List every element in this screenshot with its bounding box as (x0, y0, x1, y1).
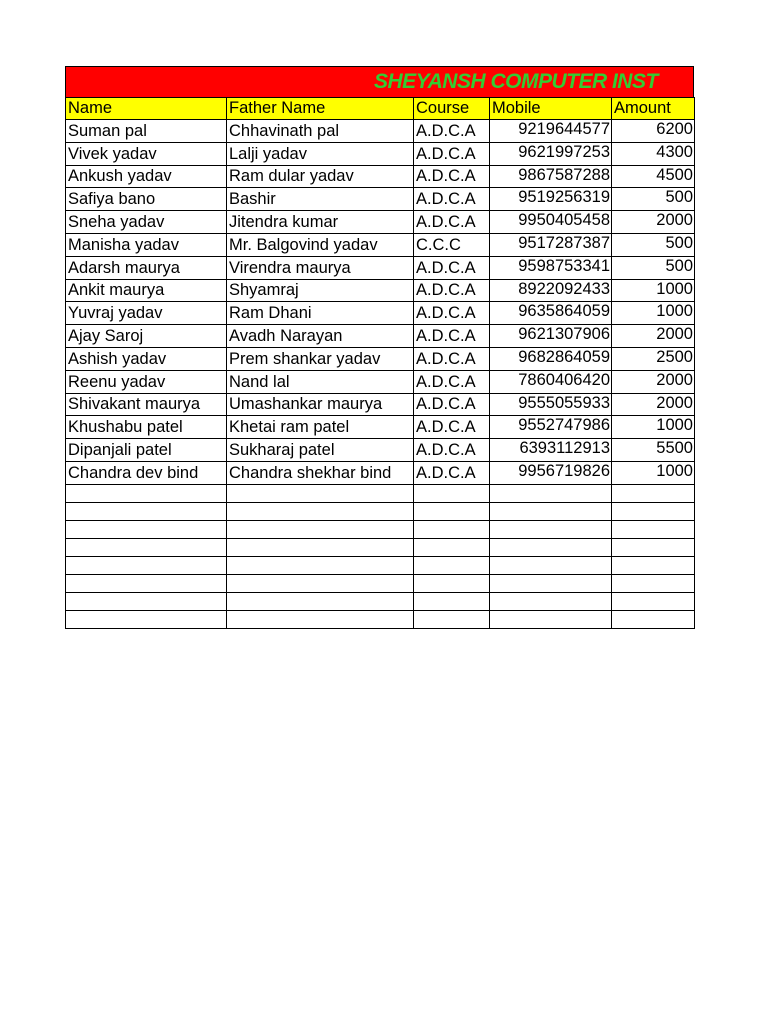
empty-cell[interactable] (66, 592, 227, 610)
cell-mobile[interactable]: 9682864059 (490, 347, 612, 370)
empty-cell[interactable] (414, 520, 490, 538)
empty-cell[interactable] (66, 556, 227, 574)
table-row (66, 393, 695, 416)
cell-amount[interactable]: 2000 (612, 370, 695, 393)
cell-course[interactable]: A.D.C.A (414, 188, 490, 211)
cell-name[interactable]: Shivakant maurya (66, 393, 227, 416)
empty-cell[interactable] (414, 610, 490, 628)
title-bar (65, 66, 694, 97)
empty-cell[interactable] (490, 592, 612, 610)
cell-amount[interactable]: 1000 (612, 302, 695, 325)
cell-mobile[interactable]: 9598753341 (490, 256, 612, 279)
cell-name[interactable]: Yuvraj yadav (66, 302, 227, 325)
empty-cell[interactable] (66, 502, 227, 520)
cell-course[interactable]: A.D.C.A (414, 302, 490, 325)
cell-father-name[interactable]: Avadh Narayan (227, 325, 414, 348)
cell-course[interactable]: A.D.C.A (414, 325, 490, 348)
table-row (66, 188, 695, 211)
empty-cell[interactable] (612, 592, 695, 610)
table-row (66, 279, 695, 302)
empty-row (66, 484, 695, 502)
empty-cell[interactable] (66, 538, 227, 556)
empty-cell[interactable] (66, 574, 227, 592)
cell-father-name[interactable]: Chandra shekhar bind (227, 461, 414, 484)
empty-cell[interactable] (227, 556, 414, 574)
cell-amount[interactable]: 500 (612, 188, 695, 211)
table-row (66, 233, 695, 256)
cell-course[interactable]: A.D.C.A (414, 165, 490, 188)
cell-amount[interactable]: 4300 (612, 142, 695, 165)
cell-amount[interactable]: 1000 (612, 279, 695, 302)
cell-mobile[interactable]: 9519256319 (490, 188, 612, 211)
cell-name[interactable]: Khushabu patel (66, 416, 227, 439)
cell-father-name[interactable]: Virendra maurya (227, 256, 414, 279)
empty-cell[interactable] (612, 556, 695, 574)
cell-father-name[interactable]: Ram dular yadav (227, 165, 414, 188)
cell-father-name[interactable]: Mr. Balgovind yadav (227, 233, 414, 256)
header-amount[interactable]: Amount (612, 98, 695, 120)
empty-cell[interactable] (490, 538, 612, 556)
empty-cell[interactable] (612, 538, 695, 556)
spreadsheet (65, 66, 694, 629)
empty-cell[interactable] (490, 484, 612, 502)
table-row (66, 325, 695, 348)
cell-course[interactable]: A.D.C.A (414, 370, 490, 393)
cell-name[interactable]: Manisha yadav (66, 233, 227, 256)
cell-mobile[interactable]: 7860406420 (490, 370, 612, 393)
header-course[interactable]: Course (414, 98, 490, 120)
header-row (66, 98, 695, 120)
cell-father-name[interactable]: Jitendra kumar (227, 211, 414, 234)
empty-cell[interactable] (414, 556, 490, 574)
cell-amount[interactable]: 500 (612, 233, 695, 256)
table-row (66, 142, 695, 165)
empty-row (66, 610, 695, 628)
cell-father-name[interactable]: Chhavinath pal (227, 120, 414, 143)
sheet-title: SHEYANSH COMPUTER INST (374, 70, 658, 93)
cell-father-name[interactable]: Prem shankar yadav (227, 347, 414, 370)
cell-name[interactable]: Reenu yadav (66, 370, 227, 393)
cell-name[interactable]: Adarsh maurya (66, 256, 227, 279)
empty-row (66, 502, 695, 520)
cell-name[interactable]: Ankit maurya (66, 279, 227, 302)
cell-course[interactable]: A.D.C.A (414, 256, 490, 279)
cell-father-name[interactable]: Ram Dhani (227, 302, 414, 325)
header-name[interactable]: Name (66, 98, 227, 120)
cell-mobile[interactable]: 8922092433 (490, 279, 612, 302)
empty-cell[interactable] (227, 610, 414, 628)
cell-course[interactable]: A.D.C.A (414, 279, 490, 302)
table-row (66, 439, 695, 462)
table-row (66, 120, 695, 143)
empty-cell[interactable] (414, 574, 490, 592)
empty-cell[interactable] (227, 502, 414, 520)
empty-cell[interactable] (490, 556, 612, 574)
table-row (66, 211, 695, 234)
empty-cell[interactable] (227, 520, 414, 538)
empty-cell[interactable] (414, 538, 490, 556)
cell-course[interactable]: A.D.C.A (414, 439, 490, 462)
table-row (66, 416, 695, 439)
cell-father-name[interactable]: Umashankar maurya (227, 393, 414, 416)
empty-row (66, 520, 695, 538)
empty-cell[interactable] (490, 574, 612, 592)
cell-father-name[interactable]: Shyamraj (227, 279, 414, 302)
cell-mobile[interactable]: 9635864059 (490, 302, 612, 325)
empty-cell[interactable] (612, 574, 695, 592)
cell-mobile[interactable]: 9956719826 (490, 461, 612, 484)
cell-father-name[interactable]: Bashir (227, 188, 414, 211)
cell-course[interactable]: C.C.C (414, 233, 490, 256)
cell-course[interactable]: A.D.C.A (414, 461, 490, 484)
cell-amount[interactable]: 5500 (612, 439, 695, 462)
cell-course[interactable]: A.D.C.A (414, 211, 490, 234)
cell-amount[interactable]: 2000 (612, 211, 695, 234)
table-row (66, 165, 695, 188)
cell-name[interactable]: Suman pal (66, 120, 227, 143)
cell-name[interactable]: Ajay Saroj (66, 325, 227, 348)
cell-father-name[interactable]: Sukharaj patel (227, 439, 414, 462)
cell-course[interactable]: A.D.C.A (414, 347, 490, 370)
cell-name[interactable]: Chandra dev bind (66, 461, 227, 484)
cell-amount[interactable]: 4500 (612, 165, 695, 188)
cell-mobile[interactable]: 9552747986 (490, 416, 612, 439)
cell-course[interactable]: A.D.C.A (414, 142, 490, 165)
cell-mobile[interactable]: 9621307906 (490, 325, 612, 348)
table-row (66, 302, 695, 325)
empty-cell[interactable] (227, 484, 414, 502)
cell-amount[interactable]: 2000 (612, 393, 695, 416)
cell-amount[interactable]: 1000 (612, 416, 695, 439)
empty-cell[interactable] (227, 592, 414, 610)
empty-row (66, 556, 695, 574)
student-table (65, 97, 695, 629)
cell-name[interactable]: Safiya bano (66, 188, 227, 211)
cell-amount[interactable]: 500 (612, 256, 695, 279)
empty-cell[interactable] (227, 574, 414, 592)
cell-course[interactable]: A.D.C.A (414, 416, 490, 439)
cell-father-name[interactable]: Lalji yadav (227, 142, 414, 165)
cell-name[interactable]: Ankush yadav (66, 165, 227, 188)
cell-name[interactable]: Vivek yadav (66, 142, 227, 165)
empty-cell[interactable] (612, 484, 695, 502)
empty-cell[interactable] (227, 538, 414, 556)
cell-name[interactable]: Dipanjali patel (66, 439, 227, 462)
cell-mobile[interactable]: 9219644577 (490, 120, 612, 143)
empty-cell[interactable] (490, 502, 612, 520)
empty-cell[interactable] (414, 592, 490, 610)
header-mobile[interactable]: Mobile (490, 98, 612, 120)
cell-mobile[interactable]: 9867587288 (490, 165, 612, 188)
empty-row (66, 538, 695, 556)
empty-row (66, 574, 695, 592)
cell-course[interactable]: A.D.C.A (414, 120, 490, 143)
cell-name[interactable]: Sneha yadav (66, 211, 227, 234)
table-row (66, 370, 695, 393)
cell-mobile[interactable]: 6393112913 (490, 439, 612, 462)
empty-cell[interactable] (612, 610, 695, 628)
cell-amount[interactable]: 2500 (612, 347, 695, 370)
table-row (66, 461, 695, 484)
empty-cell[interactable] (490, 610, 612, 628)
cell-name[interactable]: Ashish yadav (66, 347, 227, 370)
empty-cell[interactable] (414, 502, 490, 520)
cell-father-name[interactable]: Nand lal (227, 370, 414, 393)
empty-cell[interactable] (66, 610, 227, 628)
cell-father-name[interactable]: Khetai ram patel (227, 416, 414, 439)
empty-cell[interactable] (66, 520, 227, 538)
cell-amount[interactable]: 1000 (612, 461, 695, 484)
cell-course[interactable]: A.D.C.A (414, 393, 490, 416)
header-father-name[interactable]: Father Name (227, 98, 414, 120)
cell-mobile[interactable]: 9950405458 (490, 211, 612, 234)
empty-row (66, 592, 695, 610)
cell-mobile[interactable]: 9621997253 (490, 142, 612, 165)
table-row (66, 256, 695, 279)
cell-mobile[interactable]: 9555055933 (490, 393, 612, 416)
empty-cell[interactable] (612, 520, 695, 538)
empty-cell[interactable] (612, 502, 695, 520)
empty-cell[interactable] (490, 520, 612, 538)
table-row (66, 347, 695, 370)
cell-mobile[interactable]: 9517287387 (490, 233, 612, 256)
cell-amount[interactable]: 2000 (612, 325, 695, 348)
cell-amount[interactable]: 6200 (612, 120, 695, 143)
empty-cell[interactable] (414, 484, 490, 502)
empty-cell[interactable] (66, 484, 227, 502)
